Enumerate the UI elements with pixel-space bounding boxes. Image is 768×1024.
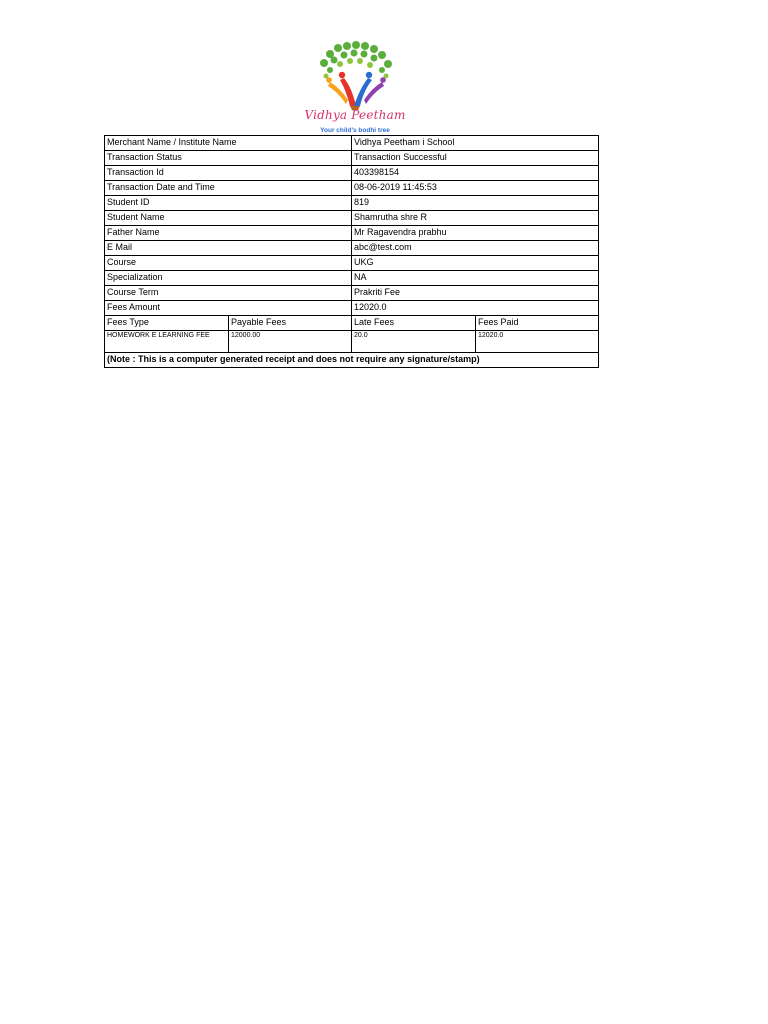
bodhi-tree-icon (300, 40, 410, 110)
row-value: 403398154 (352, 166, 599, 181)
row-value: 819 (352, 196, 599, 211)
row-value: Prakriti Fee (352, 286, 599, 301)
table-row (105, 181, 599, 196)
school-logo (300, 40, 410, 136)
row-label: Student ID (105, 196, 352, 211)
table-row (105, 211, 599, 226)
row-label: Student Name (105, 211, 352, 226)
table-row (105, 241, 599, 256)
note-row (105, 353, 599, 368)
table-row (105, 136, 599, 151)
row-value: Vidhya Peetham i School (352, 136, 599, 151)
row-label: Transaction Id (105, 166, 352, 181)
payable-fees-cell: 12000.00 (229, 331, 352, 353)
table-row (105, 226, 599, 241)
row-label: Specialization (105, 271, 352, 286)
row-value: Mr Ragavendra prabhu (352, 226, 599, 241)
table-row (105, 196, 599, 211)
brand-tagline: Your child's bodhi tree (320, 127, 390, 134)
fees-row (105, 331, 599, 353)
receipt-note: (Note : This is a computer generated receipt and does not require any signature/stamp) (105, 353, 599, 368)
fees-type-cell: HOMEWORK E LEARNING FEE (105, 331, 229, 353)
row-label: Course Term (105, 286, 352, 301)
fees-paid-cell: 12020.0 (476, 331, 599, 353)
table-row (105, 301, 599, 316)
receipt-table (104, 135, 599, 368)
table-row (105, 271, 599, 286)
row-value: Transaction Successful (352, 151, 599, 166)
row-value: Shamrutha shre R (352, 211, 599, 226)
row-label: Course (105, 256, 352, 271)
row-label: Merchant Name / Institute Name (105, 136, 352, 151)
table-row (105, 166, 599, 181)
brand-name: Vidhya Peetham (304, 108, 406, 122)
row-label: Transaction Status (105, 151, 352, 166)
row-label: E Mail (105, 241, 352, 256)
row-value: NA (352, 271, 599, 286)
row-value: abc@test.com (352, 241, 599, 256)
table-row (105, 286, 599, 301)
table-row (105, 151, 599, 166)
row-label: Father Name (105, 226, 352, 241)
row-label: Fees Amount (105, 301, 352, 316)
fees-header-row (105, 316, 599, 331)
table-row (105, 256, 599, 271)
late-fees-cell: 20.0 (352, 331, 476, 353)
row-value: UKG (352, 256, 599, 271)
payable-fees-header: Payable Fees (229, 316, 352, 331)
fees-paid-header: Fees Paid (476, 316, 599, 331)
fees-type-header: Fees Type (105, 316, 229, 331)
row-value: 08-06-2019 11:45:53 (352, 181, 599, 196)
row-value: 12020.0 (352, 301, 599, 316)
row-label: Transaction Date and Time (105, 181, 352, 196)
late-fees-header: Late Fees (352, 316, 476, 331)
